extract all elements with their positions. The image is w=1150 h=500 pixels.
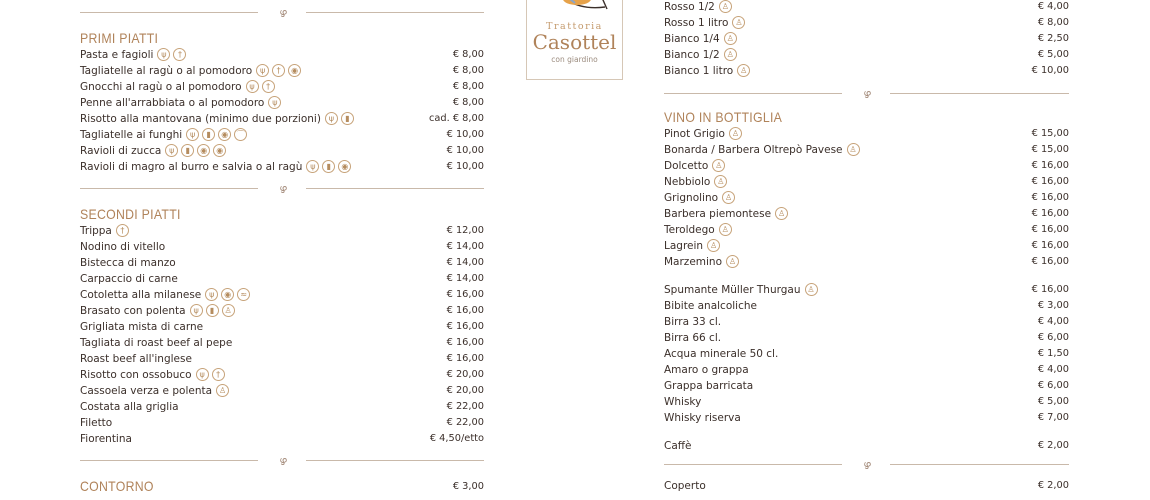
menu-item-name: [80, 127, 250, 143]
menu-item-row: [80, 303, 484, 319]
menu-item-label: Nodino di vitello: [80, 241, 166, 253]
menu-item-price: € 20,00: [446, 369, 484, 380]
allergen-icons: [712, 158, 728, 174]
menu-item-row: [664, 330, 1069, 346]
section-divider: [664, 87, 1069, 101]
wine-icon: ♙: [724, 32, 737, 45]
menu-item-name: [664, 238, 723, 254]
menu-item-row: [80, 431, 484, 447]
menu-item-price: € 16,00: [1031, 208, 1069, 219]
coperto-row: [664, 478, 1069, 494]
menu-item-label: Bistecca di manzo: [80, 257, 176, 269]
menu-item-price: € 8,00: [452, 81, 484, 92]
menu-item-name: [80, 47, 189, 63]
mushroom-icon: ⌒: [234, 128, 247, 141]
menu-item-price: € 16,00: [446, 305, 484, 316]
menu-item-label: Grigliata mista di carne: [80, 321, 204, 333]
menu-item-price: € 10,00: [1031, 65, 1069, 76]
menu-item-label: Ravioli di zucca: [80, 145, 162, 157]
menu-item-name: [664, 126, 745, 142]
menu-item-row: [664, 174, 1069, 190]
allergen-icons: [726, 254, 742, 270]
menu-item-row: [80, 239, 484, 255]
menu-item-label: Cotoletta alla milanese: [80, 289, 202, 301]
menu-item-label: Grappa barricata: [664, 380, 754, 392]
bottle-icon: ▮: [341, 112, 354, 125]
menu-item-label: Costata alla griglia: [80, 401, 179, 413]
menu-item-label: Gnocchi al ragù o al pomodoro: [80, 81, 242, 93]
menu-item-price: € 14,00: [446, 257, 484, 268]
wine-icon: ♙: [729, 127, 742, 140]
wine-icon: ♙: [714, 175, 727, 188]
allergen-icons: [157, 47, 189, 63]
menu-item-name: [664, 142, 863, 158]
menu-item-price: € 16,00: [1031, 240, 1069, 251]
vino-bottiglia-heading: VINO IN BOTTIGLIA: [664, 109, 783, 125]
menu-item-row: [664, 47, 1069, 63]
menu-item-label: Rosso 1 litro: [664, 17, 729, 29]
menu-item-label: Marzemino: [664, 256, 723, 268]
allergen-icons: [256, 63, 304, 79]
menu-item-label: Filetto: [80, 417, 113, 429]
menu-item-price: € 8,00: [452, 49, 484, 60]
menu-item-name: [664, 31, 740, 47]
menu-item-name: [664, 330, 721, 346]
menu-item-label: Carpaccio di carne: [80, 273, 178, 285]
plate-icon: ◉: [338, 160, 351, 173]
menu-item-price: € 4,50/etto: [429, 433, 484, 444]
knife-icon: †: [272, 64, 285, 77]
menu-item-label: Bianco 1/4: [664, 33, 720, 45]
menu-item-name: [664, 174, 730, 190]
fork-icon: ψ: [157, 48, 170, 61]
menu-item-row: [664, 142, 1069, 158]
primi-heading: PRIMI PIATTI: [80, 30, 159, 46]
menu-item-name: [664, 47, 740, 63]
menu-item-row: [80, 143, 484, 159]
menu-item-price: € 16,00: [1031, 284, 1069, 295]
menu-item-name: [80, 431, 132, 447]
allergen-icons: [714, 174, 730, 190]
menu-item-row: [664, 362, 1069, 378]
menu-item-label: Whisky: [664, 396, 702, 408]
menu-item-price: € 2,50: [1037, 33, 1069, 44]
menu-item-label: Trippa: [80, 225, 112, 237]
menu-item-name: [664, 362, 749, 378]
menu-item-label: Lagrein: [664, 240, 704, 252]
wine-icon: ♙: [719, 223, 732, 236]
menu-item-label: Birra 33 cl.: [664, 316, 722, 328]
menu-item-name: [664, 298, 757, 314]
menu-item-price: € 5,00: [1037, 396, 1069, 407]
menu-item-label: Tagliatelle ai funghi: [80, 129, 183, 141]
allergen-icons: [246, 79, 278, 95]
menu-item-name: [80, 143, 229, 159]
allergen-icons: [719, 222, 735, 238]
wine-icon: ♙: [216, 384, 229, 397]
menu-item-price: € 4,00: [1037, 316, 1069, 327]
menu-item-label: Risotto alla mantovana (minimo due porzioni): [80, 113, 321, 125]
section-divider: [80, 454, 484, 468]
contorno-price: € 3,00: [452, 481, 484, 492]
ornament-icon: ഴ: [863, 87, 871, 101]
menu-item-row: [664, 63, 1069, 79]
logo-name: Casottel: [532, 30, 617, 54]
fork-icon: ψ: [325, 112, 338, 125]
wine-icon: ♙: [805, 283, 818, 296]
menu-item-name: [664, 15, 748, 31]
menu-item-row: [664, 0, 1069, 15]
menu-item-label: Bonarda / Barbera Oltrepò Pavese: [664, 144, 843, 156]
menu-item-name: [664, 222, 735, 238]
menu-item-name: [80, 271, 178, 287]
menu-item-row: [80, 415, 484, 431]
allergen-icons: [190, 303, 238, 319]
allergen-icons: [707, 238, 723, 254]
menu-item-row: [664, 126, 1069, 142]
menu-item-name: [80, 287, 253, 303]
menu-item-label: Nebbiolo: [664, 176, 711, 188]
menu-item-price: € 14,00: [446, 241, 484, 252]
menu-item-name: [664, 282, 821, 298]
menu-item-row: [664, 238, 1069, 254]
menu-item-row: [80, 111, 484, 127]
section-divider: [80, 182, 484, 196]
menu-item-name: [664, 410, 741, 426]
logo-line3: con giardino: [551, 55, 598, 64]
menu-item-row: [664, 346, 1069, 362]
menu-item-row: [80, 271, 484, 287]
menu-item-label: Pinot Grigio: [664, 128, 725, 140]
wine-icon: ♙: [719, 0, 732, 13]
menu-item-row: [80, 319, 484, 335]
menu-item-name: [664, 254, 742, 270]
coperto-name: Coperto: [664, 480, 706, 492]
menu-item-price: € 4,00: [1037, 364, 1069, 375]
menu-item-name: [80, 223, 132, 239]
coperto-price: € 2,00: [1037, 480, 1069, 491]
menu-item-label: Dolcetto: [664, 160, 709, 172]
wine-icon: ♙: [737, 64, 750, 77]
menu-item-price: cad. € 8,00: [429, 113, 484, 124]
fork-icon: ψ: [196, 368, 209, 381]
menu-item-label: Penne all'arrabbiata o al pomodoro: [80, 97, 265, 109]
menu-item-name: [664, 206, 791, 222]
allergen-icons: [847, 142, 863, 158]
allergen-icons: [724, 31, 740, 47]
fork-icon: ψ: [205, 288, 218, 301]
plate-icon: ◉: [197, 144, 210, 157]
allergen-icons: [268, 95, 284, 111]
allergen-icons: [737, 63, 753, 79]
menu-item-price: € 8,00: [1037, 17, 1069, 28]
secondi-heading: SECONDI PIATTI: [80, 206, 181, 222]
menu-item-label: Spumante Müller Thurgau: [664, 284, 801, 296]
menu-item-name: [664, 346, 778, 362]
menu-item-name: [80, 383, 232, 399]
menu-item-price: € 16,00: [1031, 192, 1069, 203]
bottle-icon: ▮: [181, 144, 194, 157]
knife-icon: †: [262, 80, 275, 93]
menu-item-price: € 15,00: [1031, 144, 1069, 155]
menu-item-price: € 6,00: [1037, 380, 1069, 391]
menu-item-price: € 22,00: [446, 417, 484, 428]
fork-icon: ψ: [190, 304, 203, 317]
menu-item-name: [80, 335, 232, 351]
menu-item-name: [80, 111, 357, 127]
menu-item-label: Roast beef all'inglese: [80, 353, 192, 365]
wine-icon: ♙: [222, 304, 235, 317]
menu-item-label: Whisky riserva: [664, 412, 741, 424]
menu-item-label: Pasta e fagioli: [80, 49, 154, 61]
allergen-icons: [325, 111, 357, 127]
wine-icon: ♙: [847, 143, 860, 156]
menu-item-price: € 10,00: [446, 129, 484, 140]
menu-item-label: Barbera piemontese: [664, 208, 772, 220]
menu-item-row: [80, 255, 484, 271]
fork-icon: ψ: [268, 96, 281, 109]
menu-item-price: € 16,00: [446, 337, 484, 348]
caffe-name: Caffè: [664, 440, 692, 452]
menu-item-price: € 16,00: [1031, 160, 1069, 171]
menu-item-name: [80, 239, 165, 255]
menu-item-label: Tagliata di roast beef al pepe: [80, 337, 233, 349]
bottle-icon: ▮: [202, 128, 215, 141]
menu-item-name: [80, 415, 112, 431]
menu-item-label: Bibite analcoliche: [664, 300, 757, 312]
caffe-row: [664, 438, 1069, 454]
menu-item-price: € 20,00: [446, 385, 484, 396]
menu-item-name: [664, 378, 753, 394]
menu-item-name: [80, 367, 228, 383]
menu-item-price: € 16,00: [446, 321, 484, 332]
menu-item-name: [664, 0, 735, 15]
ornament-icon: ഴ: [863, 458, 871, 472]
allergen-icons: [306, 159, 354, 175]
menu-item-price: € 6,00: [1037, 332, 1069, 343]
menu-item-name: [664, 394, 701, 410]
menu-item-price: € 8,00: [452, 65, 484, 76]
menu-item-row: [80, 79, 484, 95]
menu-item-price: € 16,00: [1031, 224, 1069, 235]
knife-icon: †: [212, 368, 225, 381]
menu-item-row: [664, 254, 1069, 270]
fork-icon: ψ: [306, 160, 319, 173]
contorno-heading: CONTORNO: [80, 478, 154, 494]
menu-item-price: € 14,00: [446, 273, 484, 284]
menu-item-price: € 10,00: [446, 145, 484, 156]
menu-item-label: Cassoela verza e polenta: [80, 385, 213, 397]
menu-item-label: Amaro o grappa: [664, 364, 749, 376]
menu-item-row: [80, 159, 484, 175]
allergen-icons: [719, 0, 735, 15]
menu-item-name: [664, 63, 753, 79]
menu-item-label: Ravioli di magro al burro e salvia o al ragù: [80, 161, 303, 173]
logo-illustration: [547, 0, 617, 17]
section-divider: [80, 6, 484, 20]
knife-icon: †: [173, 48, 186, 61]
allergen-icons: [116, 223, 132, 239]
menu-item-row: [664, 15, 1069, 31]
menu-item-row: [664, 314, 1069, 330]
menu-item-row: [80, 47, 484, 63]
menu-item-name: [80, 95, 284, 111]
menu-item-name: [80, 303, 238, 319]
contorno-row: [80, 479, 484, 495]
ornament-icon: ഴ: [279, 6, 287, 20]
menu-item-row: [664, 158, 1069, 174]
menu-item-label: Acqua minerale 50 cl.: [664, 348, 779, 360]
menu-item-row: [80, 95, 484, 111]
allergen-icons: [805, 282, 821, 298]
menu-item-row: [664, 206, 1069, 222]
menu-item-label: Risotto con ossobuco: [80, 369, 192, 381]
wine-icon: ♙: [724, 48, 737, 61]
wine-icon: ♙: [726, 255, 739, 268]
fish-icon: ≈: [237, 288, 250, 301]
plate-icon: ◉: [213, 144, 226, 157]
allergen-icons: [165, 143, 229, 159]
menu-item-label: Brasato con polenta: [80, 305, 186, 317]
menu-item-row: [664, 222, 1069, 238]
menu-item-price: € 16,00: [446, 289, 484, 300]
allergen-icons: [722, 190, 738, 206]
menu-item-name: [80, 63, 304, 79]
menu-item-price: € 8,00: [452, 97, 484, 108]
fork-icon: ψ: [256, 64, 269, 77]
allergen-icons: [775, 206, 791, 222]
fork-icon: ψ: [165, 144, 178, 157]
menu-item-label: Bianco 1 litro: [664, 65, 734, 77]
wine-icon: ♙: [732, 16, 745, 29]
menu-item-price: € 3,00: [1037, 300, 1069, 311]
menu-item-price: € 16,00: [1031, 176, 1069, 187]
menu-item-row: [80, 223, 484, 239]
plate-icon: ◉: [221, 288, 234, 301]
menu-item-label: Fiorentina: [80, 433, 132, 445]
allergen-icons: [732, 15, 748, 31]
menu-item-price: € 4,00: [1037, 1, 1069, 12]
menu-item-row: [80, 127, 484, 143]
menu-item-name: [664, 314, 721, 330]
menu-item-row: [664, 190, 1069, 206]
fork-icon: ψ: [186, 128, 199, 141]
allergen-icons: [216, 383, 232, 399]
menu-item-name: [80, 255, 176, 271]
menu-item-row: [80, 399, 484, 415]
allergen-icons: [205, 287, 253, 303]
allergen-icons: [186, 127, 250, 143]
menu-item-price: € 10,00: [446, 161, 484, 172]
menu-item-name: [664, 190, 738, 206]
menu-item-price: € 15,00: [1031, 128, 1069, 139]
menu-item-price: € 12,00: [446, 225, 484, 236]
menu-item-row: [664, 410, 1069, 426]
menu-item-row: [80, 351, 484, 367]
menu-item-price: € 16,00: [1031, 256, 1069, 267]
menu-item-price: € 5,00: [1037, 49, 1069, 60]
menu-item-row: [80, 287, 484, 303]
menu-item-label: Bianco 1/2: [664, 49, 720, 61]
menu-item-row: [80, 367, 484, 383]
menu-item-row: [664, 378, 1069, 394]
restaurant-logo: [526, 0, 623, 80]
menu-item-label: Grignolino: [664, 192, 719, 204]
menu-item-row: [664, 394, 1069, 410]
menu-item-name: [80, 79, 278, 95]
menu-item-label: Birra 66 cl.: [664, 332, 722, 344]
menu-item-row: [80, 63, 484, 79]
wine-icon: ♙: [712, 159, 725, 172]
menu-item-name: [80, 399, 179, 415]
menu-item-price: € 22,00: [446, 401, 484, 412]
logo-line1: Trattoria: [546, 21, 603, 32]
menu-item-row: [664, 282, 1069, 298]
allergen-icons: [729, 126, 745, 142]
ornament-icon: ഴ: [279, 182, 287, 196]
menu-item-row: [80, 383, 484, 399]
menu-item-name: [80, 159, 354, 175]
plate-icon: ◉: [288, 64, 301, 77]
allergen-icons: [196, 367, 228, 383]
wine-icon: ♙: [775, 207, 788, 220]
menu-item-price: € 7,00: [1037, 412, 1069, 423]
menu-item-row: [80, 335, 484, 351]
caffe-price: € 2,00: [1037, 440, 1069, 451]
menu-item-price: € 16,00: [446, 353, 484, 364]
wine-icon: ♙: [707, 239, 720, 252]
plate-icon: ◉: [218, 128, 231, 141]
wine-icon: ♙: [722, 191, 735, 204]
menu-item-label: Teroldego: [664, 224, 715, 236]
section-divider: [664, 458, 1069, 472]
menu-item-row: [664, 298, 1069, 314]
bottle-icon: ▮: [206, 304, 219, 317]
bottle-icon: ▮: [322, 160, 335, 173]
fork-icon: ψ: [246, 80, 259, 93]
menu-item-label: Tagliatelle al ragù o al pomodoro: [80, 65, 253, 77]
menu-item-label: Rosso 1/2: [664, 1, 715, 13]
menu-item-price: € 1,50: [1037, 348, 1069, 359]
allergen-icons: [724, 47, 740, 63]
knife-icon: †: [116, 224, 129, 237]
menu-item-name: [80, 319, 203, 335]
menu-item-row: [664, 31, 1069, 47]
ornament-icon: ഴ: [279, 454, 287, 468]
menu-item-name: [664, 158, 728, 174]
menu-item-name: [80, 351, 192, 367]
